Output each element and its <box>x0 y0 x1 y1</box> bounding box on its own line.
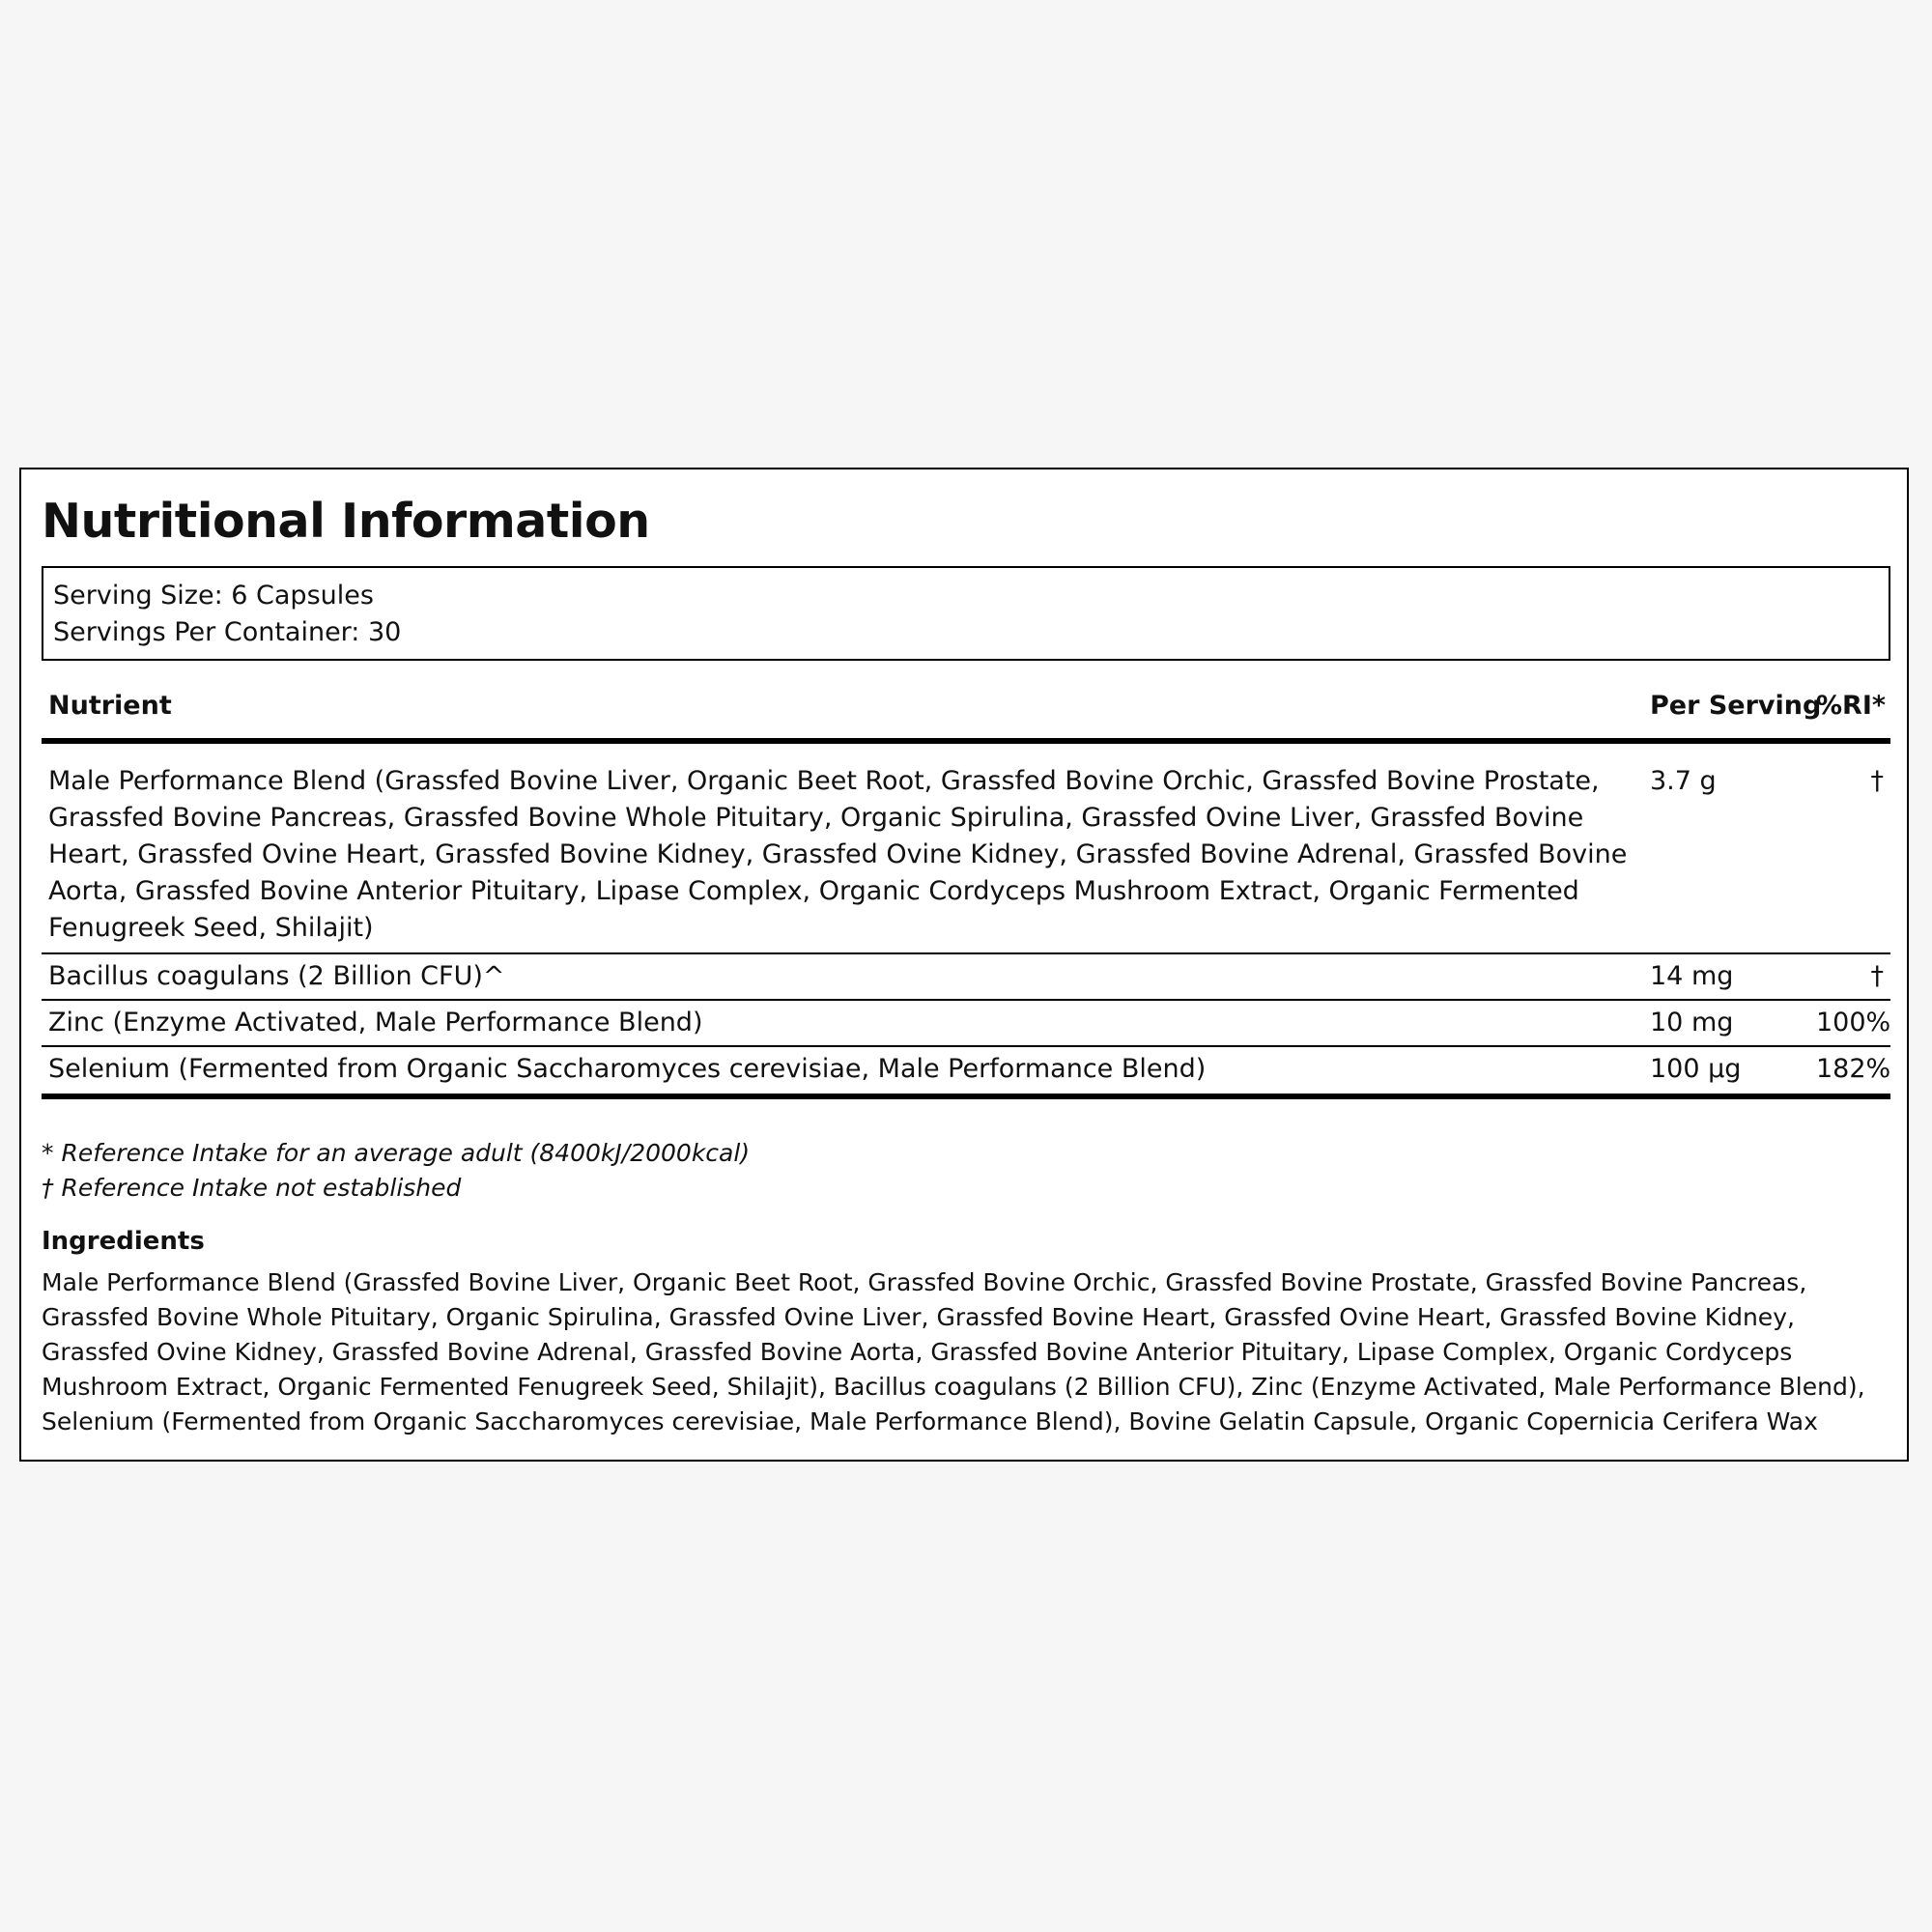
nutrient-ri: 182% <box>1809 1046 1890 1096</box>
ri-footnote: * Reference Intake for an average adult (8400kJ/2000kcal) <box>42 1139 751 1167</box>
footnotes <box>42 1136 750 1206</box>
serving-size: Serving Size: 6 Capsules <box>53 581 374 611</box>
table-header-row <box>42 672 1890 741</box>
nutrient-table <box>42 672 1890 1099</box>
nutrient-amount: 10 mg <box>1643 1000 1809 1046</box>
nutrient-ri: 100% <box>1809 1000 1890 1046</box>
nutrient-name: Selenium (Fermented from Organic Saccharomyces cerevisiae, Male Performance Blend) <box>42 1046 1643 1096</box>
nutrient-name: Bacillus coagulans (2 Billion CFU)^ <box>42 953 1643 1000</box>
header-nutrient: Nutrient <box>42 672 1643 741</box>
table-row <box>42 741 1890 953</box>
header-ri: %RI* <box>1809 672 1890 741</box>
nutrition-panel <box>19 468 1909 1462</box>
nutrient-name: Male Performance Blend (Grassfed Bovine Liver, Organic Beet Root, Grassfed Bovine Orchic, Grassfed Bovine Prostate, Grassfed Bovine Pancreas, Grassfed Bovine Whole Pituitary, Organic Spirulina, Grassfed Ovine Liver, Grassfed Bovine Heart, Grassfed Ovine Heart, Grassfed Bovine Kidney, Grassfed Ovine Kidney, Grassfed Bovine Adrenal, Grassfed Bovine Aorta, Grassfed Bovine Anterior Pituitary, Lipase Complex, Organic Cordyceps Mushroom Extract, Organic Fermented Fenugreek Seed, Shilajit) <box>42 741 1643 953</box>
nutrient-amount: 14 mg <box>1643 953 1809 1000</box>
dagger-footnote: † Reference Intake not established <box>42 1174 462 1202</box>
nutrient-ri: † <box>1809 741 1890 953</box>
nutrient-name: Zinc (Enzyme Activated, Male Performance Blend) <box>42 1000 1643 1046</box>
header-per-serving: Per Serving <box>1643 672 1809 741</box>
panel-title: Nutritional Information <box>42 494 650 549</box>
table-row <box>42 1046 1890 1096</box>
ingredients-heading: Ingredients <box>42 1227 205 1256</box>
ingredients-text: Male Performance Blend (Grassfed Bovine Liver, Organic Beet Root, Grassfed Bovine Orchic, Grassfed Bovine Prostate, Grassfed Bovine Pancreas, Grassfed Bovine Whole Pituitary, Organic Spirulina, Grassfed Ovine Liver, Grassfed Bovine Heart, Grassfed Ovine Heart, Grassfed Bovine Kidney, Grassfed Ovine Kidney, Grassfed Bovine Adrenal, Grassfed Bovine Aorta, Grassfed Bovine Anterior Pituitary, Lipase Complex, Organic Cordyceps Mushroom Extract, Organic Fermented Fenugreek Seed, Shilajit), Bacillus coagulans (2 Billion CFU), Zinc (Enzyme Activated, Male Performance Blend), Selenium (Fermented from Organic Saccharomyces cerevisiae, Male Performance Blend), Bovine Gelatin Capsule, Organic Copernicia Cerifera Wax <box>42 1268 1865 1435</box>
nutrient-amount: 100 µg <box>1643 1046 1809 1096</box>
serving-info-box <box>42 566 1890 661</box>
servings-per-container: Servings Per Container: 30 <box>53 617 402 647</box>
nutrient-ri: † <box>1809 953 1890 1000</box>
table-row <box>42 1000 1890 1046</box>
table-row <box>42 953 1890 1000</box>
nutrient-amount: 3.7 g <box>1643 741 1809 953</box>
